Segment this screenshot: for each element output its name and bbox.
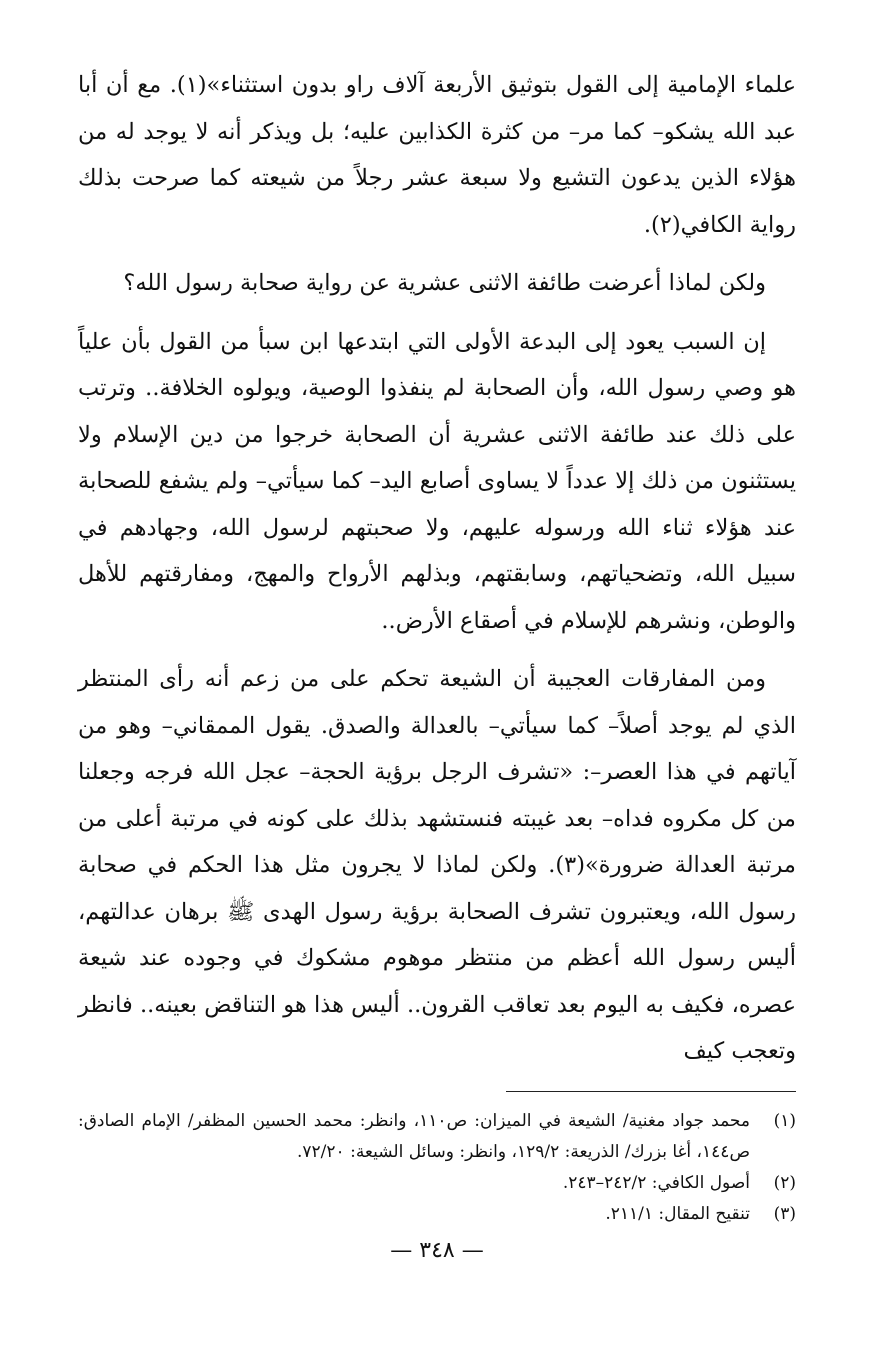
footnote-number: (٢) xyxy=(773,1172,796,1193)
dash-right: — xyxy=(461,1238,484,1263)
footnote-number: (٣) xyxy=(773,1203,796,1224)
paragraph-4: ومن المفارقات العجيبة أن الشيعة تحكم على من زعم أنه رأى المنتظر الذي لم يوجد أصلاً– كما سيأتي– بالعدالة والصدق. يقول الممقاني– وهو من آياتهم في هذا العصر–: «تشرف الرجل برؤية الحجة– عجل الله فرجه وجعلنا من كل مكروه فداه– بعد غيبته فنستشهد بذلك على كونه في مرتبة أعلى من مرتبة العدالة ضرورة»(٣). ولكن لماذا لا يجرون مثل هذا الحكم في صحابة رسول الله، ويعتبرون تشرف الصحابة برؤية رسول الهدى ﷺ برهان عدالتهم، أليس رسول الله أعظم من منتظر موهوم مشكوك في وجوده عند شيعة عصره، فكيف به اليوم بعد تعاقب القرون.. أليس هذا هو التناقض بعينه.. فانظر وتعجب كيف xyxy=(78,666,796,1064)
dash-left: — xyxy=(390,1238,413,1263)
footnote-1 xyxy=(78,1106,796,1168)
footnote-separator xyxy=(506,1091,796,1092)
footnote-2 xyxy=(78,1168,796,1199)
footnote-3 xyxy=(78,1199,796,1230)
footnote-text: أصول الكافي: ٢٤٢/٢–٢٤٣. xyxy=(562,1172,750,1193)
footnote-text: محمد جواد مغنية/ الشيعة في الميزان: ص١١٠، وانظر: محمد الحسين المظفر/ الإمام الصادق: ص١٤٤، أغا بزرك/ الذريعة: ١٢٩/٢، وانظر: وسائل الشيعة: ٧٢/٢٠. xyxy=(78,1110,750,1162)
paragraph-3: إن السبب يعود إلى البدعة الأولى التي ابتدعها ابن سبأ من القول بأن علياً هو وصي رسول الله، وأن الصحابة لم ينفذوا الوصية، ويولوه الخلافة.. وترتب على ذلك عند طائفة الاثنى عشرية أن الصحابة خرجوا من دين الإسلام ولا يستثنون من ذلك إلا عدداً لا يساوى أصابع اليد– كما سيأتي– ولم يشفع للصحابة عند هؤلاء ثناء الله ورسوله عليهم، ولا صحبتهم لرسول الله، وجهادهم في سبيل الله، وتضحياتهم، وسابقتهم، وبذلهم الأرواح والمهج، ومفارقتهم للأهل والوطن، ونشرهم للإسلام في أصقاع الأرض.. xyxy=(78,328,796,634)
page-number xyxy=(0,1238,874,1263)
main-text xyxy=(78,62,796,1075)
paragraph-2: ولكن لماذا أعرضت طائفة الاثنى عشرية عن رواية صحابة رسول الله؟ xyxy=(123,270,766,296)
footnotes xyxy=(78,1106,796,1230)
page-number-value: ٣٤٨ xyxy=(419,1238,455,1263)
footnote-text: تنقيح المقال: ٢١١/١. xyxy=(605,1203,750,1224)
footnote-number: (١) xyxy=(773,1110,796,1131)
paragraph-1: علماء الإمامية إلى القول بتوثيق الأربعة آلاف راو بدون استثناء»(١). مع أن أبا عبد الله يشكو– كما مر– من كثرة الكذابين عليه؛ بل ويذكر أنه لا يوجد له من هؤلاء الذين يدعون التشيع ولا سبعة عشر رجلاً من شيعته كما صرحت بذلك رواية الكافي(٢). xyxy=(78,72,796,238)
